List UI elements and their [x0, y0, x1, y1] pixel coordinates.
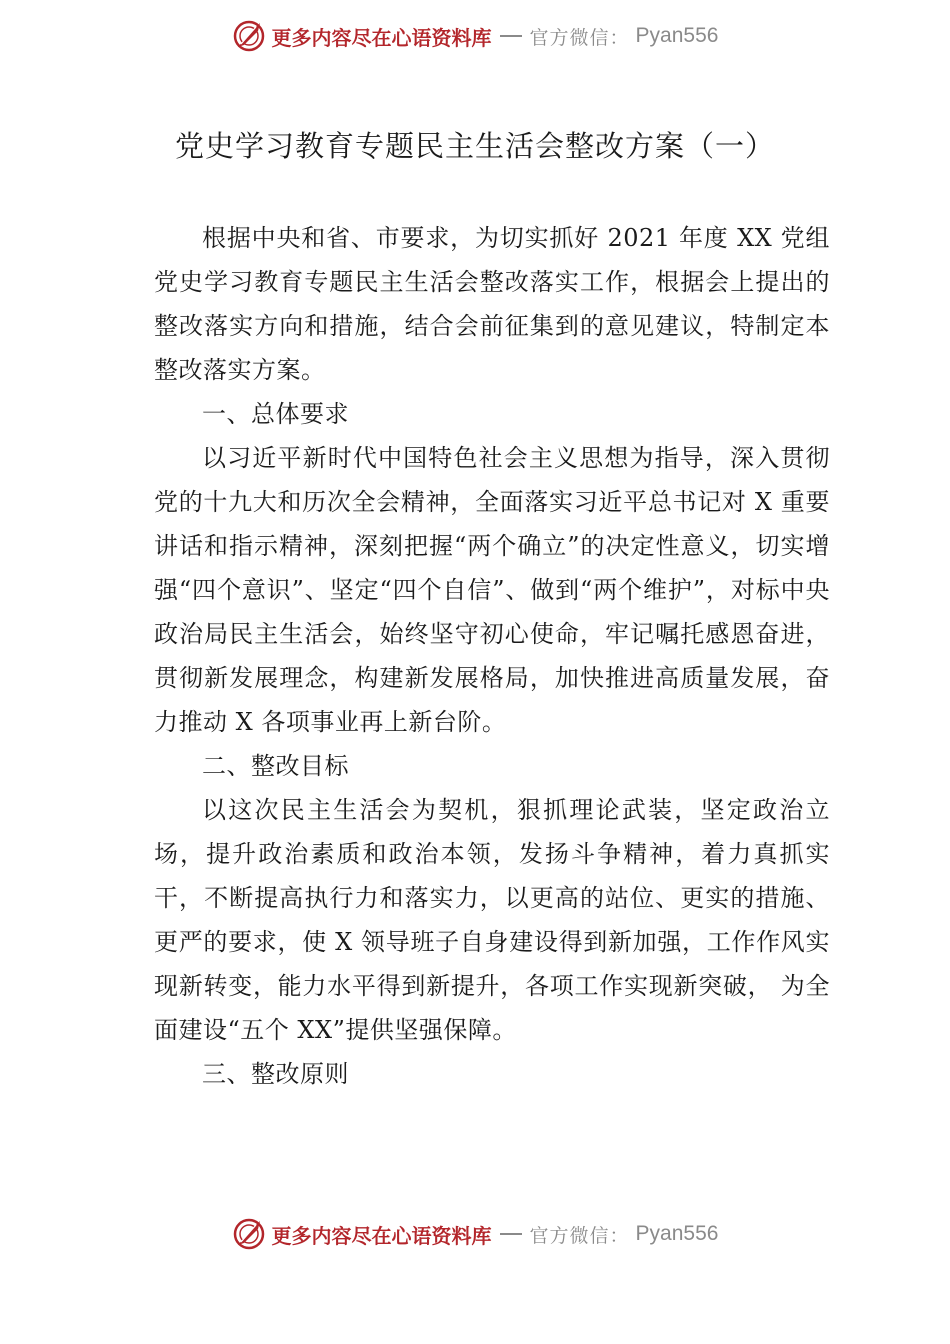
section-body-2: 以这次民主生活会为契机，狠抓理论武装，坚定政治立场，提升政治素质和政治本领，发扬斗争精神，着力真抓实干，不断提高执行力和落实力，以更高的站位、更实的措施、更严的要求，使 X 领导班子自身建设得到新加强，工作作风实现新转变，能力水平得到新提升，各项工作实现新突破， 为全面建设“五个 XX”提供坚强保障。 — [154, 796, 830, 1044]
document-title: 党史学习教育专题民主生活会整改方案（一） — [174, 129, 775, 163]
wechat-id: Pyan556 — [635, 24, 719, 47]
section-body-1: 以习近平新时代中国特色社会主义思想为指导，深入贯彻党的十九大和历次全会精神，全面落实习近平总书记对 X 重要讲话和指示精神，深刻把握“两个确立”的决定性意义，切实增强“四个意识”、坚定“四个自信”、做到“两个维护”，对标中央政治局民主生活会，始终坚守初心使命，牢记嘱托感恩奋进，贯彻新发展理念，构建新发展格局，加快推进高质量发展，奋力推动 X 各项事业再上新台阶。 — [154, 444, 830, 736]
quill-pen-logo-icon — [232, 19, 266, 53]
quill-pen-logo-icon — [232, 1217, 266, 1251]
divider-dash — [500, 35, 522, 37]
intro-paragraph: 根据中央和省、市要求，为切实抓好 2021 年度 XX 党组党史学习教育专题民主生活会整改落实工作，根据会上提出的整改落实方向和措施，结合会前征集到的意见建议，特制定本整改落实方案。 — [154, 224, 830, 384]
wechat-id: Pyan556 — [635, 1222, 719, 1245]
promo-text: 更多内容尽在心语资料库 — [271, 25, 492, 50]
section-heading-1: 一、总体要求 — [202, 400, 349, 428]
promo-text: 更多内容尽在心语资料库 — [271, 1223, 492, 1248]
section-heading-2: 二、整改目标 — [202, 752, 349, 780]
wechat-label: 官方微信： — [529, 1224, 630, 1247]
footer-banner — [0, 1214, 950, 1254]
wechat-label: 官方微信： — [529, 26, 630, 49]
header-banner — [0, 16, 950, 56]
section-heading-3: 三、整改原则 — [202, 1060, 349, 1088]
document-body — [154, 216, 830, 1096]
divider-dash — [500, 1233, 522, 1235]
